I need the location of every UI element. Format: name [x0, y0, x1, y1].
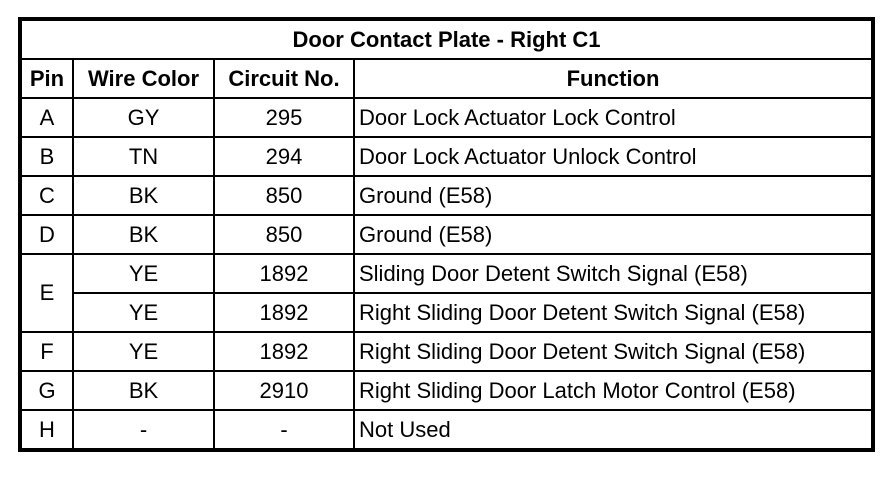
table-row [21, 176, 872, 215]
table-row [21, 254, 872, 293]
circuit-no-cell: 295 [214, 98, 354, 137]
table-row [21, 137, 872, 176]
header-pin: Pin [21, 59, 73, 98]
connector-pinout-table [20, 19, 873, 450]
circuit-no-cell: 1892 [214, 332, 354, 371]
function-cell: Right Sliding Door Detent Switch Signal (E58) [354, 332, 872, 371]
pin-cell: B [21, 137, 73, 176]
wire-color-cell: YE [73, 254, 214, 293]
pin-cell: H [21, 410, 73, 449]
pin-cell: C [21, 176, 73, 215]
wire-color-cell: BK [73, 176, 214, 215]
wire-color-cell: YE [73, 332, 214, 371]
table-row [21, 371, 872, 410]
header-function: Function [354, 59, 872, 98]
function-cell: Door Lock Actuator Lock Control [354, 98, 872, 137]
function-cell: Sliding Door Detent Switch Signal (E58) [354, 254, 872, 293]
circuit-no-cell: - [214, 410, 354, 449]
table-row [21, 410, 872, 449]
wire-color-cell: BK [73, 371, 214, 410]
function-cell: Door Lock Actuator Unlock Control [354, 137, 872, 176]
wire-color-cell: BK [73, 215, 214, 254]
wire-color-cell: - [73, 410, 214, 449]
table-title: Door Contact Plate - Right C1 [21, 20, 872, 59]
function-cell: Ground (E58) [354, 176, 872, 215]
wire-color-cell: GY [73, 98, 214, 137]
circuit-no-cell: 2910 [214, 371, 354, 410]
circuit-no-cell: 1892 [214, 293, 354, 332]
table-header-row [21, 59, 872, 98]
pin-cell: F [21, 332, 73, 371]
wire-color-cell: YE [73, 293, 214, 332]
pin-cell: A [21, 98, 73, 137]
header-circuit-no: Circuit No. [214, 59, 354, 98]
pin-cell: G [21, 371, 73, 410]
function-cell: Not Used [354, 410, 872, 449]
circuit-no-cell: 850 [214, 215, 354, 254]
table-title-row [21, 20, 872, 59]
function-cell: Ground (E58) [354, 215, 872, 254]
function-cell: Right Sliding Door Latch Motor Control (E58) [354, 371, 872, 410]
function-cell: Right Sliding Door Detent Switch Signal (E58) [354, 293, 872, 332]
table-row [21, 332, 872, 371]
pin-cell: E [21, 254, 73, 332]
header-wire-color: Wire Color [73, 59, 214, 98]
circuit-no-cell: 850 [214, 176, 354, 215]
circuit-no-cell: 1892 [214, 254, 354, 293]
table-row [21, 293, 872, 332]
table-row [21, 215, 872, 254]
wire-color-cell: TN [73, 137, 214, 176]
circuit-no-cell: 294 [214, 137, 354, 176]
pin-cell: D [21, 215, 73, 254]
table-row [21, 98, 872, 137]
